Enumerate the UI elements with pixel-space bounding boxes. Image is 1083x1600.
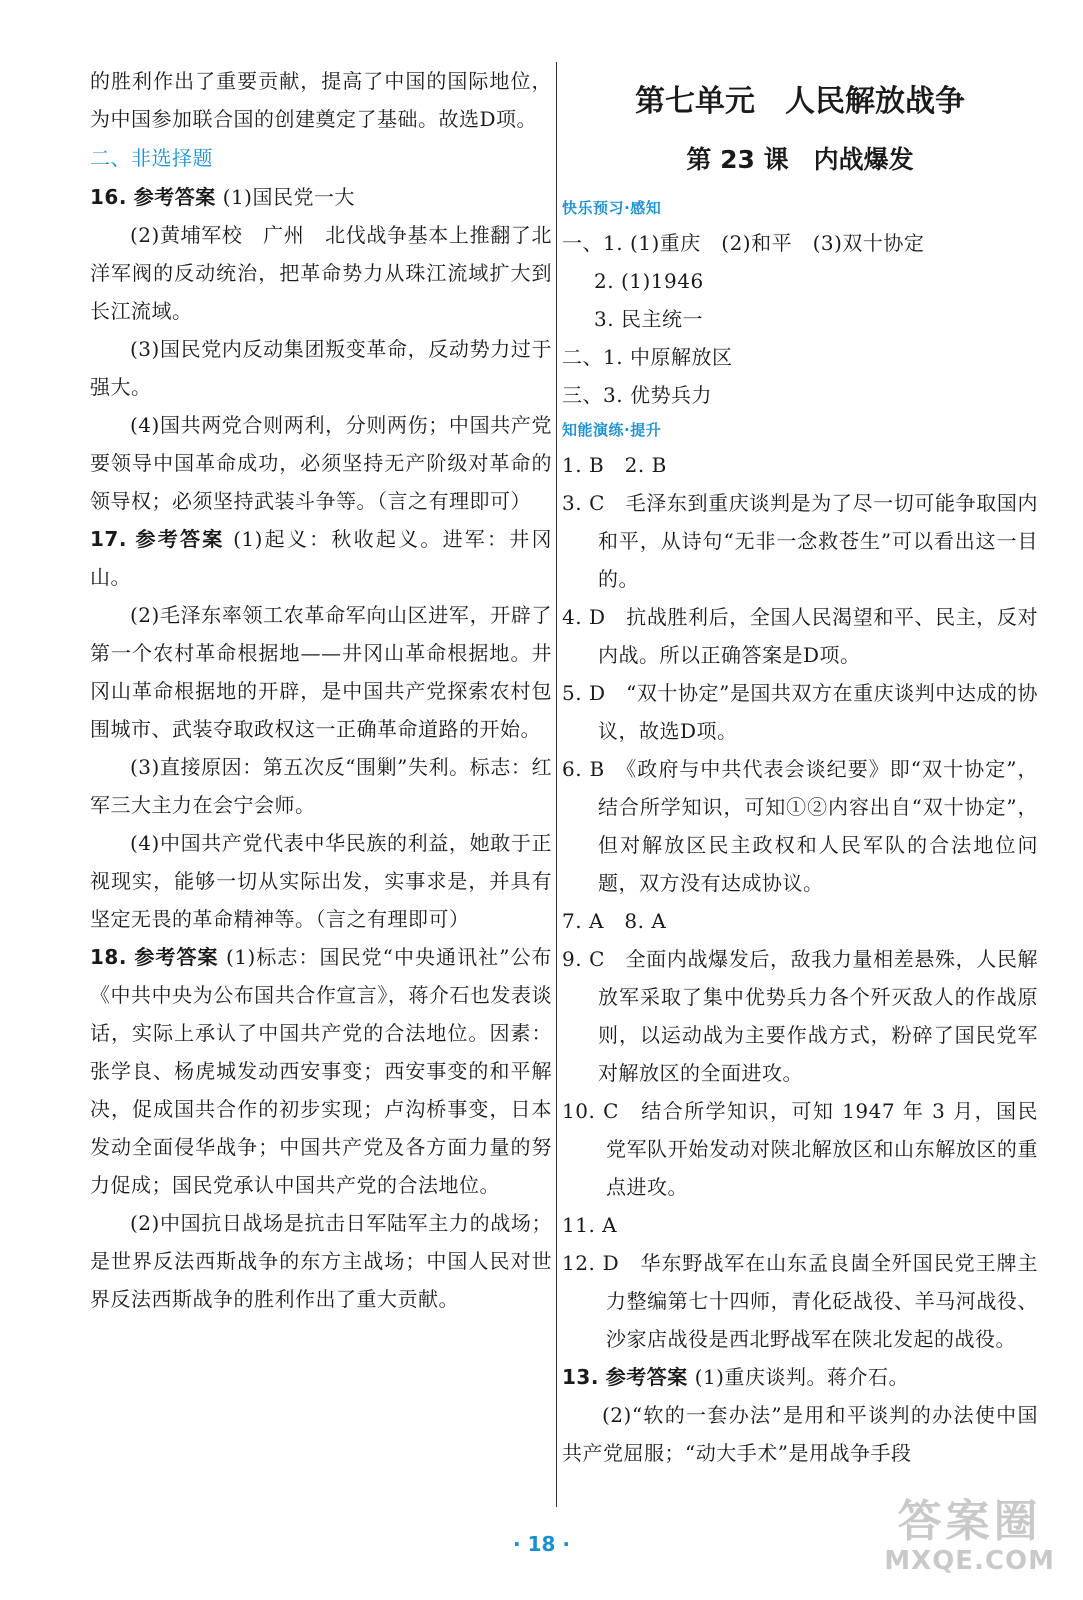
answer-line: 3. 民主统一	[594, 307, 703, 331]
answer-part: (2)毛泽东率领工农革命军向山区进军，开辟了第一个农村革命根据地——井冈山革命根据地。井冈山革命根据地的开辟，是中国共产党探索农村包围城市、武装夺取政权这一正确革命道路的开始。	[90, 603, 552, 741]
question-17	[90, 520, 552, 938]
question-number: 18.	[90, 945, 127, 969]
answer-line: 三、3. 优势兵力	[562, 383, 712, 407]
question-number: 16.	[90, 185, 127, 209]
subsection-practice: 知能演练·提升	[562, 421, 662, 439]
watermark-logo	[884, 1498, 1055, 1576]
left-column	[90, 62, 552, 1318]
answer-label: 参考答案	[133, 185, 216, 209]
answer-item: 4. D 抗战胜利后，全国人民渴望和平、民主，反对内战。所以正确答案是D项。	[562, 605, 1038, 667]
question-16	[90, 178, 552, 520]
section-heading-nonchoice: 二、非选择题	[90, 146, 213, 170]
answer-line: 7. A 8. A	[562, 909, 667, 933]
lesson-title: 第 23 课 内战爆发	[686, 145, 914, 174]
answer-part: (4)中国共产党代表中华民族的利益，她敢于正视现实，能够一切从实际出发，实事求是，并具有坚定无畏的革命精神等。（言之有理即可）	[90, 831, 552, 931]
answer-part: (2)中国抗日战场是抗击日军陆军主力的战场；是世界反法西斯战争的东方主战场；中国人民对世界反法西斯战争的胜利作出了重大贡献。	[90, 1211, 552, 1311]
answer-item: 3. C 毛泽东到重庆谈判是为了尽一切可能争取国内和平，从诗句“无非一念救苍生”可以看出这一目的。	[562, 491, 1038, 591]
question-18	[90, 938, 552, 1318]
unit-title: 第七单元 人民解放战争	[635, 84, 965, 119]
answer-part: (1)重庆谈判。蒋介石。	[694, 1365, 909, 1389]
question-13	[562, 1358, 1038, 1472]
answer-part: (1)标志：国民党“中央通讯社”公布《中共中央为公布国共合作宣言》，蒋介石也发表谈话，实际上承认了中国共产党的合法地位。因素：张学良、杨虎城发动西安事变；西安事变的和平解决，促成国共合作的初步实现；卢沟桥事变，日本发动全面侵华战争；中国共产党及各方面力量的努力促成；国民党承认中国共产党的合法地位。	[90, 945, 553, 1197]
watermark-url: MXQE.COM	[884, 1546, 1055, 1576]
answer-item: 10. C 结合所学知识，可知 1947 年 3 月，国民党军队开始发动对陕北解放区和山东解放区的重点进攻。	[562, 1099, 1038, 1199]
answer-line: 一、1. (1)重庆 (2)和平 (3)双十协定	[562, 231, 925, 255]
column-divider	[556, 62, 557, 1507]
answer-label: 参考答案	[134, 945, 219, 969]
answer-part: (3)国民党内反动集团叛变革命，反动势力过于强大。	[90, 337, 552, 399]
watermark-text: 答案圈	[897, 1496, 1042, 1547]
answer-part: (1)起义：秋收起义。进军：井冈山。	[90, 527, 553, 589]
answer-item: 6. B 《政府与中共代表会谈纪要》即“双十协定”，结合所学知识，可知①②内容出自“双十协定”，但对解放区民主政权和人民军队的合法地位问题，双方没有达成协议。	[562, 757, 1038, 895]
answer-part: (1)国民党一大	[222, 185, 355, 209]
answer-part: (4)国共两党合则两利，分则两伤；中国共产党要领导中国革命成功，必须坚持无产阶级对革命的领导权；必须坚持武装斗争等。（言之有理即可）	[90, 413, 552, 513]
answer-line: 二、1. 中原解放区	[562, 345, 733, 369]
answer-line: 2. (1)1946	[594, 269, 704, 293]
answer-part: (2)黄埔军校 广州 北伐战争基本上推翻了北洋军阀的反动统治，把革命势力从珠江流域扩大到长江流域。	[90, 223, 552, 323]
answer-label: 参考答案	[135, 527, 225, 551]
subsection-preview: 快乐预习·感知	[562, 199, 662, 217]
right-column	[562, 62, 1038, 1472]
answer-part: (3)直接原因：第五次反“围剿”失利。标志：红军三大主力在会宁会师。	[90, 755, 552, 817]
continuation-paragraph: 的胜利作出了重要贡献，提高了中国的国际地位，为中国参加联合国的创建奠定了基础。故选D项。	[90, 69, 552, 131]
question-number: 13.	[562, 1365, 599, 1389]
answer-line: 1. B 2. B	[562, 453, 667, 477]
page-number: · 18 ·	[513, 1532, 570, 1556]
answer-label: 参考答案	[605, 1365, 688, 1389]
answer-part: (2)“软的一套办法”是用和平谈判的办法使中国共产党屈服；“动大手术”是用战争手段	[562, 1403, 1038, 1465]
answer-line: 11. A	[562, 1213, 618, 1237]
answer-item: 5. D “双十协定”是国共双方在重庆谈判中达成的协议，故选D项。	[562, 681, 1038, 743]
answer-item: 12. D 华东野战军在山东孟良崮全歼国民党王牌主力整编第七十四师，青化砭战役、羊马河战役、沙家店战役是西北野战军在陕北发起的战役。	[562, 1251, 1038, 1351]
question-number: 17.	[90, 527, 127, 551]
answer-item: 9. C 全面内战爆发后，敌我力量相差悬殊，人民解放军采取了集中优势兵力各个歼灭敌人的作战原则，以运动战为主要作战方式，粉碎了国民党军对解放区的全面进攻。	[562, 947, 1038, 1085]
